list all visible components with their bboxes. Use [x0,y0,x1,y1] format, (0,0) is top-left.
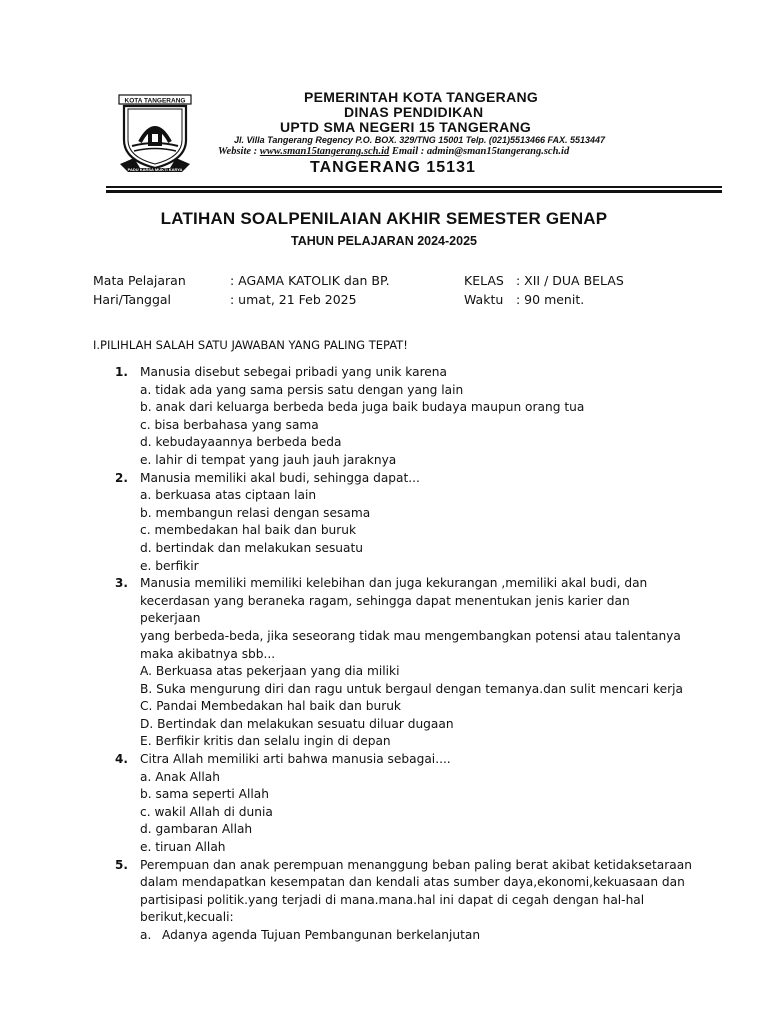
option-c: c. bisa berbahasa yang sama [140,417,319,432]
option-label: a. [140,928,152,942]
department-name: DINAS PENDIDIKAN [344,104,484,120]
option-e: e. lahir di tempat yang jauh jauh jaraknya [140,452,397,467]
logo-motto: PADU KARSA MUKTI KARYA [127,167,183,172]
option-a: a. tidak ada yang sama persis satu dengan yang lain [140,382,464,397]
question-text: Manusia disebut sebegai pribadi yang unik karena [140,365,448,379]
option-e: e. berfikir [140,558,199,573]
option-d: D. Bertindak dan melakukan sesuatu diluar dugaan [140,716,454,731]
question-4 [93,751,693,857]
question-text-line: dalam mendapatkan kesempatan dan kendali atas sumber daya,ekonomi,kekuasaan dan [140,875,685,890]
section-instruction: I.PILIHLAH SALAH SATU JAWABAN YANG PALING TEPAT! [93,338,408,352]
question-text: Citra Allah memiliki arti bahwa manusia sebagai.... [140,752,451,767]
question-text-line: maka akibatnya sbb... [140,646,276,661]
question-number: 5. [115,857,128,872]
class-label: KELAS [464,273,504,288]
logo-text-top: KOTA TANGERANG [124,97,186,105]
email-address: admin@sman15tangerang.sch.id [426,146,570,157]
header-rule-thin [106,186,722,188]
question-text-line: Manusia memiliki memiliki kelebihan dan juga kekurangan ,memiliki akal budi, dan [140,576,648,591]
date-value: : umat, 21 Feb 2025 [230,292,357,307]
question-number: 1. [115,365,128,379]
class-value: : XII / DUA BELAS [516,273,624,288]
exam-title: LATIHAN SOALPENILAIAN AKHIR SEMESTER GENAP [160,209,608,228]
subject-value: : AGAMA KATOLIK dan BP. [230,273,390,288]
government-name: PEMERINTAH KOTA TANGERANG [304,89,539,105]
option-a: a. Anak Allah [140,769,220,784]
option-d: d. bertindak dan melakukan sesuatu [140,540,363,555]
question-text-line: berikut,kecuali: [140,910,234,925]
option-c: c. wakil Allah di dunia [140,804,273,819]
website-link[interactable]: www.sman15tangerang.sch.id [259,146,390,157]
question-2 [93,470,693,576]
website-prefix: Website : [218,146,260,157]
letterhead [212,90,732,178]
option-b: b. anak dari keluarga berbeda beda juga baik budaya maupun orang tua [140,400,585,415]
info-row-date [0,290,640,309]
question-text-line: Perempuan dan anak perempuan menanggung beban paling berat akibat ketidaksetaraan [140,857,692,872]
time-value: : 90 menit. [516,292,585,307]
time-label: Waktu [464,292,504,307]
option-d: d. gambaran Allah [140,822,253,837]
option-c: c. membedakan hal baik dan buruk [140,523,357,538]
question-text-line: yang berbeda-beda, jika seseorang tidak mau mengembangkan potensi atau talentanya [140,628,681,643]
question-number: 4. [115,752,128,767]
question-5 [93,857,693,945]
city-postcode: TANGERANG 15131 [310,159,476,176]
exam-info [0,271,640,309]
option-b: b. membangun relasi dengan sesama [140,505,371,520]
question-1 [93,364,693,470]
question-text: Manusia memiliki akal budi, sehingga dapat... [140,470,420,485]
question-text-line: kecerdasan yang beraneka ragam, sehingga dapat menentukan jenis karier dan pekerjaan [140,593,630,626]
option-b: B. Suka mengurung diri dan ragu untuk bergaul dengan temanya.dan sulit mencari kerja [140,681,683,696]
option-d: d. kebudayaannya berbeda beda [140,435,342,450]
question-number: 3. [115,576,128,591]
option-text: Adanya agenda Tujuan Pembangunan berkelanjutan [162,928,481,942]
option-c: C. Pandai Membedakan hal baik dan buruk [140,699,401,714]
date-label: Hari/Tanggal [93,292,172,307]
option-e: E. Berfikir kritis dan selalu ingin di depan [140,734,391,749]
option-a: a. berkuasa atas ciptaan lain [140,488,317,503]
question-3 [93,575,693,751]
academic-year: TAHUN PELAJARAN 2024-2025 [291,234,477,248]
option-a: A. Berkuasa atas pekerjaan yang dia miliki [140,664,400,679]
header-rule-thick [106,190,722,193]
school-address: Jl. Villa Tangerang Regency P.O. BOX. 329/TNG 15001 Telp. (021)5513466 FAX. 5513447 [234,135,606,145]
option-e: e. tiruan Allah [140,840,226,855]
subject-label: Mata Pelajaran [93,273,186,288]
contact-line [218,146,732,158]
email-prefix: Email : [389,146,427,157]
question-list [93,364,693,945]
option-a [140,927,693,945]
question-text-line: partisipasi politik.yang terjadi di mana.mana.hal ini dapat di cegah dengan hal-hal [140,892,645,907]
question-number: 2. [115,470,128,485]
city-logo [118,94,192,176]
option-b: b. sama seperti Allah [140,787,269,802]
info-row-subject [0,271,640,290]
school-name: UPTD SMA NEGERI 15 TANGERANG [280,119,532,135]
